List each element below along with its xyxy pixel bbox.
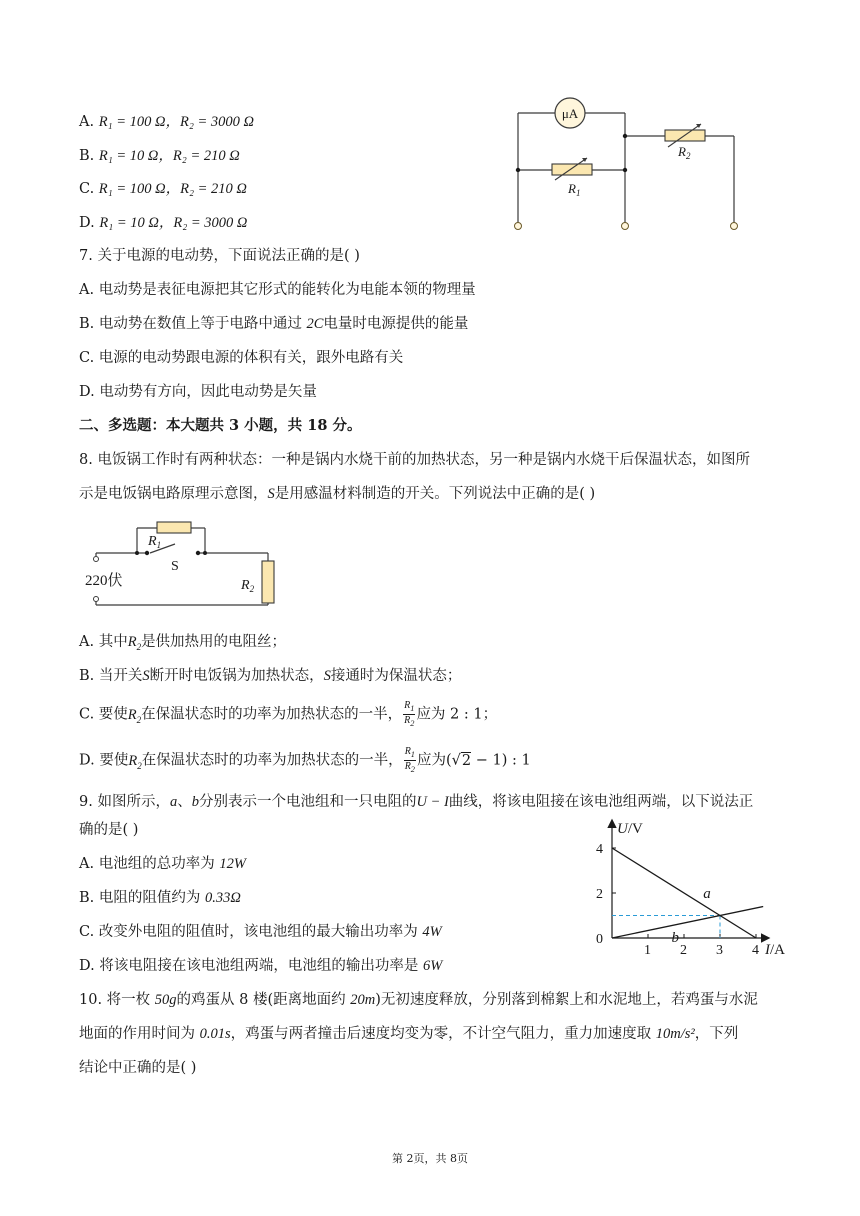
q9-option-a: A. 电池组的总功率为 12W [79, 856, 246, 872]
switch-label: S [171, 559, 179, 574]
q8-line2: 示是电饭锅电路原理示意图，S是用感温材料制造的开关。下列说法中正确的是( ) [79, 486, 596, 502]
q9-option-b: B. 电阻的阻值约为 0.33Ω [79, 890, 241, 906]
q6-option-d: D. R₁ = 10 Ω，R₂ = 3000 Ω [79, 215, 248, 231]
q9-option-c: C. 改变外电阻的阻值时，该电池组的最大输出功率为 4W [79, 924, 442, 940]
meter-label: μA [561, 106, 579, 121]
q6-option-a: A. R₁ = 100 Ω，R₂ = 3000 Ω [79, 114, 255, 130]
x-axis-label: I/A [765, 942, 785, 958]
q9-line1: 9. 如图所示，a、b分别表示一个电池组和一只电阻的U − I曲线，将该电阻接在该电池组两端，以下说法正 [79, 794, 754, 810]
r2-label: $R_2$ [678, 144, 691, 161]
section-heading: 二、多选题：本大题共 3 小题，共 18 分。 [79, 417, 362, 434]
origin-label: 0 [596, 932, 603, 947]
q9-line2: 确的是( ) [79, 822, 139, 838]
q8-option-a: A. 其中$R_2$是供加热用的电阻丝； [79, 634, 287, 652]
r1-label: $R_1$ [148, 534, 162, 550]
circuit-diagram-rice-cooker [85, 517, 280, 609]
terminal-2 [622, 223, 629, 230]
q10-line1: 10. 将一枚 50g的鸡蛋从 8 楼(距离地面约 20m)无初速度释放，分别落到棉絮上和水泥地上，若鸡蛋与水泥 [79, 992, 758, 1008]
circuit-diagram-ammeter [505, 92, 750, 237]
r1-label: $R_1$ [568, 181, 581, 198]
q8-line1: 8. 电饭锅工作时有两种状态：一种是锅内水烧干前的加热状态，另一种是锅内水烧干后保温状态，如图所 [79, 452, 750, 468]
terminal-bottom [94, 597, 99, 602]
resistor-r1-icon [157, 522, 191, 533]
q7-option-b: B. 电动势在数值上等于电路中通过 2C电量时电源提供的能量 [79, 316, 469, 332]
x-tick-label: 1 [644, 943, 651, 958]
q7-option-c: C. 电源的电动势跟电源的体积有关，跟外电路有关 [79, 350, 404, 366]
q10-line3: 结论中正确的是( ) [79, 1060, 197, 1076]
x-tick-label: 3 [716, 943, 723, 958]
q7-option-a: A. 电动势是表征电源把其它形式的能转化为电能本领的物理量 [79, 282, 476, 298]
terminal-top [94, 557, 99, 562]
q8-option-b: B. 当开关S断开时电饭锅为加热状态，S接通时为保温状态； [79, 668, 462, 684]
resistor-r2-icon [262, 561, 274, 603]
series-line-b [612, 907, 763, 939]
voltage-label: 220伏 [85, 573, 123, 589]
x-tick-label: 4 [752, 943, 759, 958]
series-label-a: a [703, 885, 711, 902]
q8-option-c: C. 要使$R_2$在保温状态时的功率为加热状态的一半， $\frac{R_1}{R_2}$ 应为 2 : 1； [79, 700, 498, 728]
resistor-r1-icon [552, 164, 592, 175]
y-axis-label: U/V [617, 821, 643, 837]
q6-option-c: C. R₁ = 100 Ω，R₂ = 210 Ω [79, 181, 247, 197]
terminal-3 [731, 223, 738, 230]
q6-option-b: B. R₁ = 10 Ω，R₂ = 210 Ω [79, 148, 240, 164]
r2-label: $R_2$ [241, 578, 255, 594]
q7-option-d: D. 电动势有方向，因此电动势是矢量 [79, 384, 317, 400]
series-line-a [612, 848, 756, 938]
page-footer: 第 2页，共 8页 [392, 1152, 468, 1165]
y-tick-label: 4 [596, 842, 603, 857]
terminal-1 [515, 223, 522, 230]
u-i-chart [590, 815, 800, 960]
q9-option-d: D. 将该电阻接在该电池组两端，电池组的输出功率是 6W [79, 958, 443, 974]
y-tick-label: 2 [596, 887, 603, 902]
q10-line2: 地面的作用时间为 0.01s，鸡蛋与两者撞击后速度均变为零，不计空气阻力，重力加速度取 10m/s²，下列 [79, 1026, 739, 1042]
x-tick-label: 2 [680, 943, 687, 958]
q8-option-d: D. 要使$R_2$在保温状态时的功率为加热状态的一半， $\frac{R_1}{R_2}$ 应为(√2 − 1) : 1 [79, 746, 531, 774]
series-label-b: b [671, 930, 679, 947]
q7-stem: 7. 关于电源的电动势，下面说法正确的是( ) [79, 248, 360, 264]
